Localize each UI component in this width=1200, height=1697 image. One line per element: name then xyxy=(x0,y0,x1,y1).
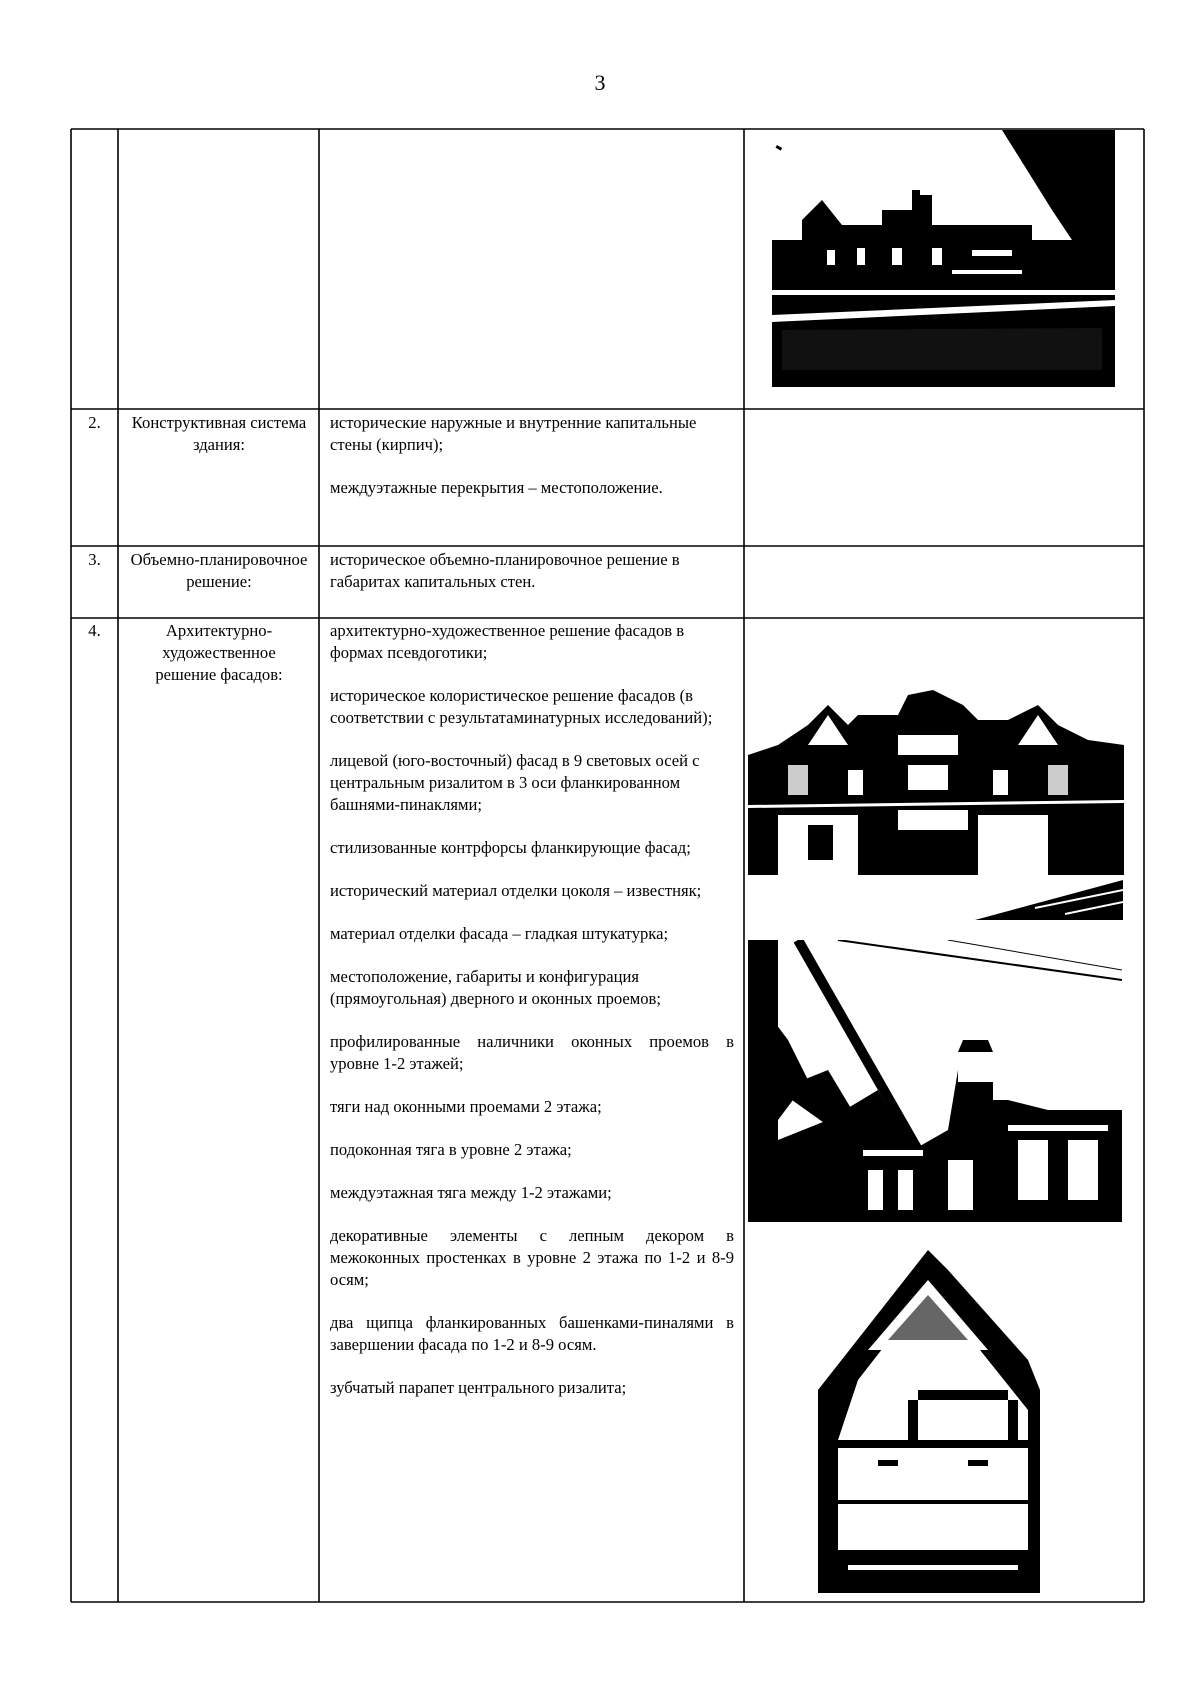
row-number: 4. xyxy=(88,621,101,640)
page-number: 3 xyxy=(594,70,606,95)
description-item: исторический материал отделки цоколя – известняк; xyxy=(330,881,702,900)
description-item: декоративные элементы с лепным декором в межоконных простенках в уровне 2 этажа по 1-2 и 8-9 осям; xyxy=(330,1226,734,1289)
description-item: тяги над оконными проемами 2 этажа; xyxy=(330,1097,602,1116)
description-item: междуэтажная тяга между 1-2 этажами; xyxy=(330,1183,612,1202)
description-item: подоконная тяга в уровне 2 этажа; xyxy=(330,1140,572,1159)
description-item: местоположение, габариты и конфигурация (прямоугольная) дверного и оконных проемов; xyxy=(330,967,662,1008)
facade-photo xyxy=(748,685,1124,875)
description-item: архитектурно-художественное решение фасадов в формах псевдоготики; xyxy=(330,621,685,662)
building-photo xyxy=(772,130,1115,387)
description-item: историческое объемно-планировочное решение в габаритах капитальных стен. xyxy=(330,550,680,591)
description-item: исторические наружные и внутренние капитальные стены (кирпич); xyxy=(330,413,697,454)
description-item: историческое колористическое решение фасадов (в соответствии с результатаминатурных исследований); xyxy=(330,686,713,727)
description-item: стилизованные контрфорсы фланкирующие фасад; xyxy=(330,838,691,857)
tower-photo xyxy=(748,940,1122,1222)
description-item: лицевой (юго-восточный) фасад в 9 световых осей с центральным ризалитом в 3 оси фланкированном башнями-пинаклями; xyxy=(330,751,700,814)
description-item: два щипца фланкированных башенками-пиналями в завершении фасада по 1-2 и 8-9 осям. xyxy=(330,1313,734,1354)
photo-fragment xyxy=(975,880,1123,920)
row-title: Конструктивная система здания: xyxy=(131,413,307,454)
row-description xyxy=(330,412,734,520)
row-number: 2. xyxy=(88,413,101,432)
description-item: профилированные наличники оконных проемов в уровне 1-2 этажей; xyxy=(330,1032,734,1073)
description-item: зубчатый парапет центрального ризалита; xyxy=(330,1378,627,1397)
row-title: Объемно-планировочное решение: xyxy=(130,550,308,591)
description-item: материал отделки фасада – гладкая штукатурка; xyxy=(330,924,669,943)
row-description xyxy=(330,620,734,1420)
gable-photo xyxy=(818,1250,1040,1593)
description-item: междуэтажные перекрытия – местоположение. xyxy=(330,478,663,497)
row-title: Архитектурно-художественное решение фасадов: xyxy=(155,621,283,684)
row-number: 3. xyxy=(88,550,101,569)
row-description xyxy=(330,549,734,614)
